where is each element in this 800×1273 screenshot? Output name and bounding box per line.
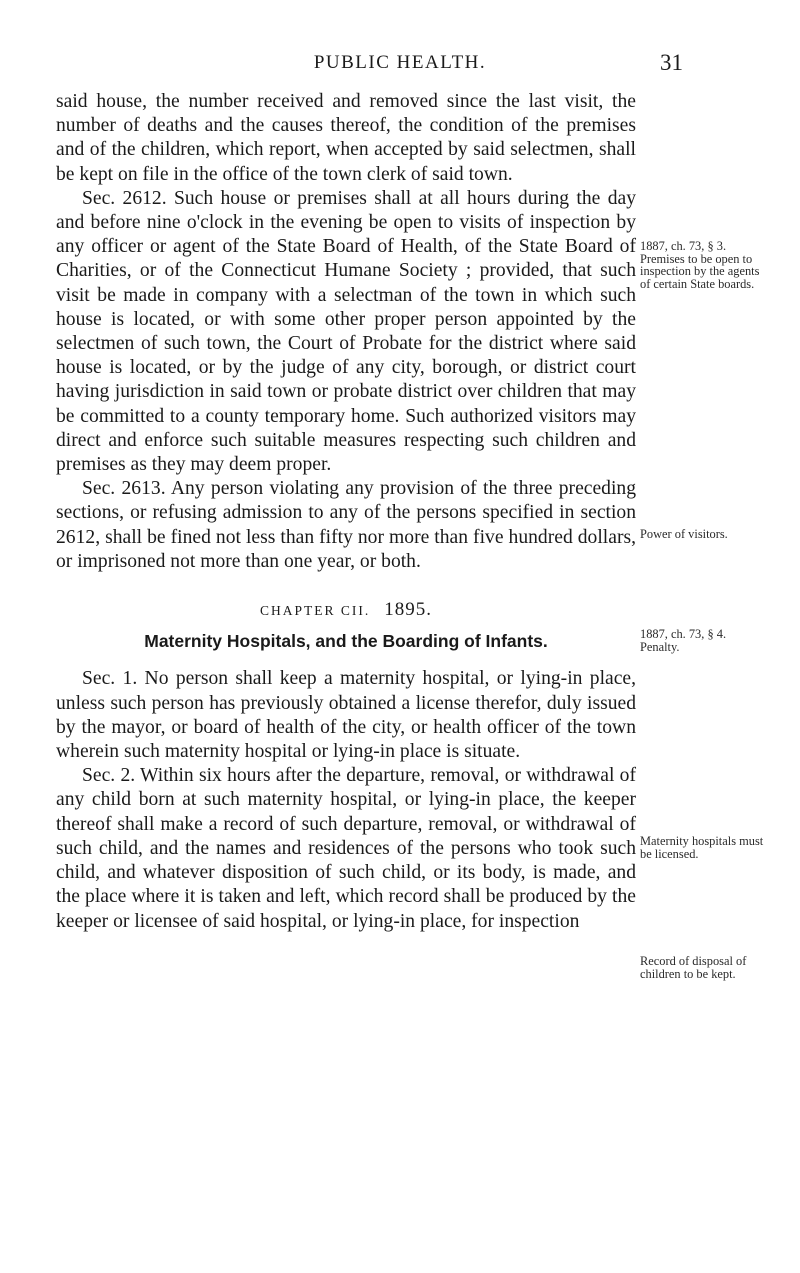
page-header bbox=[0, 52, 800, 82]
chapter-heading bbox=[56, 598, 636, 623]
running-title: PUBLIC HEALTH. bbox=[313, 52, 487, 73]
chapter-section-2: Sec. 2. Within six hours after the departure, removal, or withdrawal of any child born at such maternity hospital, or lying-in place, the keeper thereof shall make a record of such departure, removal, or withdrawal of such child, and the names and residences of the persons who took such child, and whatever disposition of such child, or its body, is made, and the place where it is taken and left, which record shall be produced by the keeper or licensee of said hospital, or lying-in place, for inspection bbox=[56, 765, 636, 932]
margin-note-power-of-visitors: Power of visitors. bbox=[640, 527, 728, 541]
chapter-section-1: Sec. 1. No person shall keep a maternity hospital, or lying-in place, unless such person has previously obtained a license therefor, duly issued by the mayor, or board of health of the city, or health officer of the town wherein such maternity hospital or lying-in place is situate. bbox=[56, 668, 636, 763]
page-number: 31 bbox=[660, 50, 683, 75]
chapter-label: CHAPTER CII. bbox=[259, 603, 371, 619]
paragraph-continued: said house, the number received and removed since the last visit, the number of deaths and the causes thereof, the condition of the premises and of the children, which report, when accepted by said selectmen, shall be kept on file in the office of the town clerk of said town. bbox=[56, 91, 636, 185]
chapter-year: 1895. bbox=[384, 599, 432, 621]
section-2612: Sec. 2612. Such house or premises shall at all hours during the day and before nine o'clock in the evening be open to visits of inspection by any officer or agent of the State Board of Health, of the State Board of Charities, or of the Connecticut Humane Society ; provided, that such visit be made in company with a selectman of the town in which such house is located, or with some other proper person appointed by the selectmen of such town, the Court of Probate for the district where said house is located, or by the judge of any city, borough, or district court having jurisdiction in said town or probate district over children that may be committed to a county temporary home. Such authorized visitors may direct and enforce such suitable measures respecting such children and premises as they may deem proper. bbox=[56, 187, 636, 476]
margin-note-record: Record of disposal of children to be kept. bbox=[640, 954, 747, 981]
chapter-title: Maternity Hospitals, and the Boarding of Infants. bbox=[144, 631, 548, 652]
page-body bbox=[56, 90, 636, 934]
margin-note-premises-open: 1887, ch. 73, § 3. Premises to be open to inspection by the agents of certain State boards. bbox=[640, 239, 760, 291]
margin-note-penalty: 1887, ch. 73, § 4. Penalty. bbox=[640, 627, 727, 654]
margin-note-licensed: Maternity hospitals must be licensed. bbox=[640, 834, 764, 861]
section-2613: Sec. 2613. Any person violating any provision of the three preceding sections, or refusing admission to any of the persons specified in section 2612, shall be fined not less than fifty nor more than five hundred dollars, or imprisoned not more than one year, or both. bbox=[56, 478, 636, 572]
